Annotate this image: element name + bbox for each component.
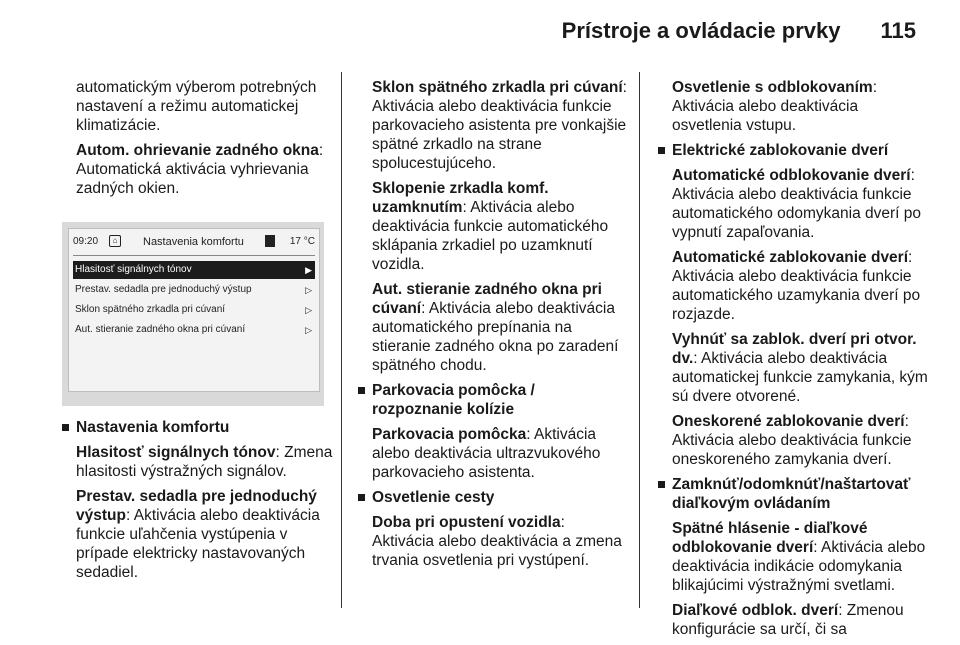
paragraph: Sklopenie zrkadla komf. uzamknutím: Aktivácia alebo deaktivácia funkcie automatického sklápania zrkadiel po uzamknutí vozidla. [372,180,609,273]
paragraph: Osvetlenie s odblokovaním: Aktivácia alebo deaktivácia osvetlenia vstupu. [672,79,878,134]
column-divider [639,72,640,608]
paragraph: Prestav. sedadla pre jednoduchý výstup: Aktivácia alebo deaktivácia funkcie uľahčenia vystúpenia v prípade elektricky nastavovaných sedadiel. [76,488,320,581]
bullet-heading: Elektrické zablokovanie dverí [656,141,928,160]
menu-item-seat[interactable]: Prestav. sedadla pre jednoduchý výstup ▷ [73,281,315,299]
bullet-heading: Osvetlenie cesty [356,488,628,507]
bullet-icon [358,494,365,501]
display-screen [68,228,320,392]
paragraph: Sklon spätného zrkadla pri cúvaní: Aktivácia alebo deaktivácia funkcie parkovacieho asistenta pre vonkajšie spätné zrkadlo na strane spolucestujúceho. [372,79,627,172]
chevron-right-icon: ▶ [305,265,312,275]
bullet-icon [658,481,665,488]
paragraph: Oneskorené zablokovanie dverí: Aktivácia alebo deaktivácia funkcie oneskoreného zamykania dverí. [672,413,912,468]
bullet-heading: Zamknúť/odomknúť/naštartovať diaľkovým ovládaním [656,475,928,513]
bullet-heading: Parkovacia pomôcka / rozpoznanie kolízie [356,381,628,419]
chevron-right-icon: ▷ [305,285,312,295]
page-header [562,18,916,44]
bullet-icon [358,387,365,394]
bullet-icon [62,424,69,431]
column-3 [656,78,928,645]
paragraph: Spätné hlásenie - diaľkové odblokovanie dverí: Aktivácia alebo deaktivácia indikácie odomykania blikajúcimi výstražnými svetlami. [672,520,926,594]
chevron-right-icon: ▷ [305,325,312,335]
paragraph: Autom. ohrievanie zadného okna: Automatická aktivácia vyhrievania zadných okien. [76,142,324,197]
chevron-right-icon: ▷ [305,305,312,315]
column-2 [356,78,628,576]
clock: 09:20 [73,236,99,247]
paragraph: Automatické odblokovanie dverí: Aktivácia alebo deaktivácia funkcie automatického odomykania dverí po vypnutí zapaľovania. [672,167,922,241]
thermometer-icon [265,235,275,247]
paragraph: automatickým výberom potrebných nastavení a režimu automatickej klimatizácie. [76,79,317,134]
paragraph: Hlasitosť signálnych tónov: Zmena hlasitosti výstražných signálov. [76,444,333,480]
menu-item-volume[interactable]: Hlasitosť signálnych tónov ▶ [73,261,315,279]
paragraph: Vyhnúť sa zablok. dverí pri otvor. dv.: Aktivácia alebo deaktivácia automatickej funkcie zamykania, kým sú dvere otvorené. [672,331,928,405]
page-number: 115 [880,18,916,43]
column-1 [76,78,338,204]
bullet-heading: Nastavenia komfortu [60,418,338,437]
paragraph: Aut. stieranie zadného okna pri cúvaní: Aktivácia alebo deaktivácia automatického prepínania na stieranie zadného okna po zaradení spätného chodu. [372,281,619,374]
screen-title: Nastavenia komfortu [143,236,244,248]
divider [73,255,315,256]
screen-illustration [62,222,324,406]
column-divider [341,72,342,608]
paragraph: Doba pri opustení vozidla: Aktivácia alebo deaktivácia a zmena trvania osvetlenia pri vystúpení. [372,514,622,569]
temperature: 17 °C [289,236,315,247]
status-bar [73,235,315,251]
paragraph: Automatické zablokovanie dverí: Aktivácia alebo deaktivácia funkcie automatického uzamykania dverí po rozjazde. [672,249,921,323]
menu-item-wiper[interactable]: Aut. stieranie zadného okna pri cúvaní ▷ [73,321,315,339]
column-1-lower [60,418,338,588]
menu-item-mirror[interactable]: Sklon spätného zrkadla pri cúvaní ▷ [73,301,315,319]
paragraph: Parkovacia pomôcka: Aktivácia alebo deaktivácia ultrazvukového parkovacieho asistenta. [372,426,601,481]
bullet-icon [658,147,665,154]
car-icon: ⌂ [109,235,121,247]
section-title: Prístroje a ovládacie prvky [561,18,841,43]
paragraph: Diaľkové odblok. dverí: Zmenou konfigurácie sa určí, či sa [672,602,904,638]
